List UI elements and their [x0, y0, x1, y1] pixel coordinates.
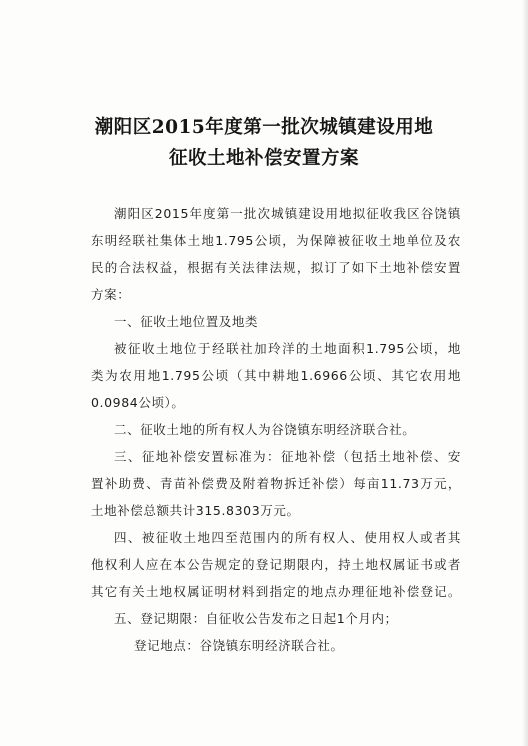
body-line-3: 民的合法权益，根据有关法律法规，拟订了如下土地补偿安置 [91, 260, 461, 275]
section-5-line-2: 登记地点：谷饶镇东明经济联合社。 [134, 638, 344, 653]
section-3-line-1: 三、征地补偿安置标准为：征地补偿（包括土地补偿、安 [114, 449, 461, 464]
section-5-line-1: 五、登记期限：自征收公告发布之日起1个月内； [114, 611, 398, 626]
section-2-line-1: 二、征收土地的所有权人为谷饶镇东明经济联合社。 [114, 422, 416, 437]
document-title-line-2: 征收土地补偿安置方案 [168, 148, 359, 169]
section-3-line-3: 土地补偿总额共计315.8303万元。 [91, 503, 300, 518]
section-1-heading: 一、征收土地位置及地类 [114, 314, 259, 329]
body-line-2: 东明经联社集体土地1.795公顷，为保障被征收土地单位及农 [91, 233, 461, 248]
section-4-line-1: 四、被征收土地四至范围内的所有权人、使用权人或者其 [114, 530, 461, 545]
section-1-line-2: 类为农用地1.795公顷（其中耕地1.6966公顷、其它农用地 [91, 368, 461, 383]
section-1-line-1: 被征收土地位于经联社加玲洋的土地面积1.795公顷，地 [114, 341, 461, 356]
document-title-line-1: 潮阳区2015年度第一批次城镇建设用地 [94, 117, 434, 138]
section-3-line-2: 置补助费、青苗补偿费及附着物拆迁补偿）每亩11.73万元， [91, 476, 461, 491]
section-1-line-3: 0.0984公顷）。 [91, 395, 185, 410]
section-4-line-3: 其它有关土地权属证明材料到指定的地点办理征地补偿登记。 [91, 584, 461, 599]
body-line-4: 方案： [91, 287, 131, 302]
scan-edge-shadow [522, 0, 528, 746]
body-line-1: 潮阳区2015年度第一批次城镇建设用地拟征收我区谷饶镇 [114, 206, 461, 221]
section-4-line-2: 他权利人应在本公告规定的登记期限内，持土地权属证书或者 [91, 557, 461, 572]
